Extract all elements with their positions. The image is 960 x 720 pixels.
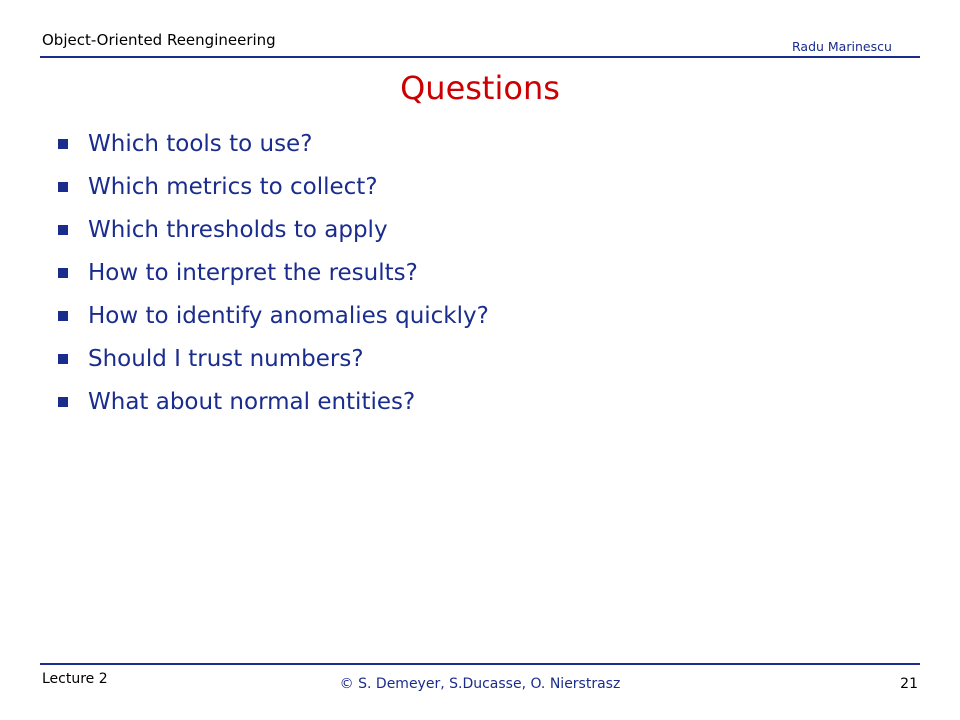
header-divider [40, 56, 920, 58]
bullet-text: Which tools to use? [88, 130, 313, 157]
square-bullet-icon [58, 139, 68, 149]
bullet-item [54, 122, 489, 165]
square-bullet-icon [58, 268, 68, 278]
square-bullet-icon [58, 397, 68, 407]
square-bullet-icon [58, 182, 68, 192]
square-bullet-icon [58, 354, 68, 364]
bullet-text: How to interpret the results? [88, 259, 418, 286]
bullet-text: How to identify anomalies quickly? [88, 302, 489, 329]
slide-title: Questions [400, 69, 560, 107]
square-bullet-icon [58, 311, 68, 321]
bullet-text: Which thresholds to apply [88, 216, 388, 243]
bullet-text: Should I trust numbers? [88, 345, 364, 372]
bullet-item [54, 251, 489, 294]
bullet-item [54, 380, 489, 423]
bullet-text: Which metrics to collect? [88, 173, 378, 200]
page-number: 21 [900, 676, 918, 692]
bullet-text: What about normal entities? [88, 388, 416, 415]
bullet-item [54, 208, 489, 251]
square-bullet-icon [58, 225, 68, 235]
bullet-item [54, 294, 489, 337]
course-title: Object-Oriented Reengineering [42, 31, 276, 49]
lecture-label: Lecture 2 [42, 671, 108, 687]
footer-divider [40, 663, 920, 665]
bullet-item [54, 337, 489, 380]
bullet-list [54, 122, 489, 423]
copyright-notice: © S. Demeyer, S.Ducasse, O. Nierstrasz [339, 676, 621, 692]
author-name: Radu Marinescu [792, 39, 892, 54]
bullet-item [54, 165, 489, 208]
